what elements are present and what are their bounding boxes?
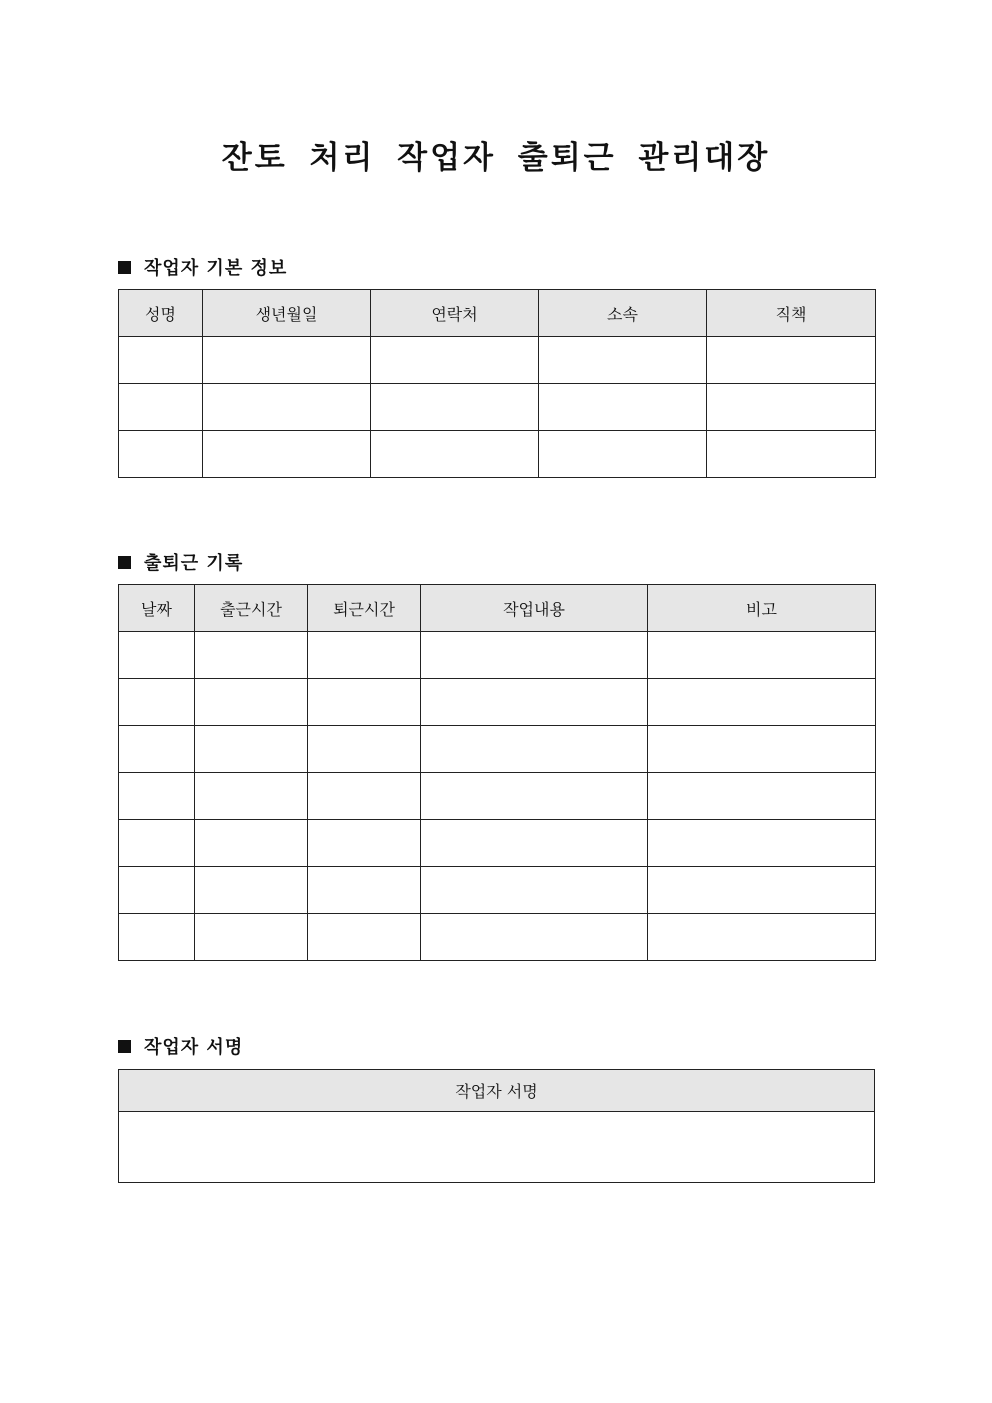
- table-cell[interactable]: [421, 679, 648, 726]
- table-cell[interactable]: [421, 914, 648, 961]
- table-row: [119, 632, 876, 679]
- column-header-clock-in: 출근시간: [195, 585, 308, 632]
- table-cell[interactable]: [119, 820, 195, 867]
- attendance-table: [118, 584, 876, 961]
- square-bullet-icon: [118, 261, 131, 274]
- table-cell[interactable]: [648, 679, 876, 726]
- table-cell[interactable]: [308, 679, 421, 726]
- table-cell[interactable]: [648, 867, 876, 914]
- table-cell[interactable]: [421, 773, 648, 820]
- table-cell[interactable]: [119, 726, 195, 773]
- table-cell[interactable]: [119, 431, 203, 478]
- table-row: [119, 337, 876, 384]
- table-row: [119, 1112, 875, 1183]
- table-row: [119, 431, 876, 478]
- page-title: 잔토 처리 작업자 출퇴근 관리대장: [221, 140, 771, 176]
- column-header-contact: 연락처: [371, 290, 539, 337]
- table-row: [119, 820, 876, 867]
- table-cell[interactable]: [421, 867, 648, 914]
- table-cell[interactable]: [707, 337, 876, 384]
- section-heading-label: 작업자 서명: [144, 1037, 244, 1058]
- column-header-birthdate: 생년월일: [203, 290, 371, 337]
- column-header-date: 날짜: [119, 585, 195, 632]
- table-cell[interactable]: [203, 431, 371, 478]
- table-cell[interactable]: [648, 632, 876, 679]
- column-header-signature: 작업자 서명: [119, 1070, 875, 1112]
- table-row: [119, 914, 876, 961]
- table-cell[interactable]: [119, 679, 195, 726]
- table-cell[interactable]: [308, 914, 421, 961]
- table-cell[interactable]: [203, 384, 371, 431]
- table-cell[interactable]: [308, 820, 421, 867]
- worker-info-table: [118, 289, 876, 478]
- column-header-affiliation: 소속: [539, 290, 707, 337]
- table-cell[interactable]: [119, 914, 195, 961]
- table-cell[interactable]: [421, 632, 648, 679]
- table-cell[interactable]: [648, 726, 876, 773]
- table-cell[interactable]: [648, 820, 876, 867]
- table-cell[interactable]: [371, 337, 539, 384]
- table-cell[interactable]: [707, 431, 876, 478]
- table-cell[interactable]: [119, 773, 195, 820]
- table-row: [119, 726, 876, 773]
- signature-table: [118, 1069, 875, 1183]
- table-cell[interactable]: [195, 773, 308, 820]
- table-cell[interactable]: [195, 867, 308, 914]
- column-header-position: 직책: [707, 290, 876, 337]
- table-cell[interactable]: [195, 820, 308, 867]
- table-row: [119, 773, 876, 820]
- table-cell[interactable]: [203, 337, 371, 384]
- table-cell[interactable]: [371, 384, 539, 431]
- table-cell[interactable]: [648, 914, 876, 961]
- table-cell[interactable]: [648, 773, 876, 820]
- table-cell[interactable]: [371, 431, 539, 478]
- table-cell[interactable]: [195, 679, 308, 726]
- table-cell[interactable]: [421, 726, 648, 773]
- table-cell[interactable]: [308, 726, 421, 773]
- table-cell[interactable]: [539, 384, 707, 431]
- square-bullet-icon: [118, 1040, 131, 1053]
- square-bullet-icon: [118, 556, 131, 569]
- table-cell[interactable]: [195, 726, 308, 773]
- column-header-clock-out: 퇴근시간: [308, 585, 421, 632]
- section-heading-attendance: [118, 549, 243, 575]
- column-header-name: 성명: [119, 290, 203, 337]
- table-header-row: [119, 290, 876, 337]
- signature-field[interactable]: [119, 1112, 875, 1183]
- table-cell[interactable]: [195, 914, 308, 961]
- section-heading-signature: [118, 1033, 243, 1059]
- table-header-row: [119, 1070, 875, 1112]
- table-cell[interactable]: [308, 773, 421, 820]
- table-cell[interactable]: [707, 384, 876, 431]
- section-heading-label: 출퇴근 기록: [144, 553, 244, 574]
- column-header-remarks: 비고: [648, 585, 876, 632]
- table-cell[interactable]: [308, 632, 421, 679]
- table-cell[interactable]: [195, 632, 308, 679]
- section-heading-info: [118, 254, 287, 280]
- table-row: [119, 867, 876, 914]
- table-cell[interactable]: [421, 820, 648, 867]
- section-heading-label: 작업자 기본 정보: [144, 258, 288, 279]
- table-cell[interactable]: [308, 867, 421, 914]
- column-header-work-content: 작업내용: [421, 585, 648, 632]
- table-cell[interactable]: [119, 632, 195, 679]
- table-row: [119, 679, 876, 726]
- table-cell[interactable]: [539, 337, 707, 384]
- table-cell[interactable]: [119, 384, 203, 431]
- table-cell[interactable]: [119, 867, 195, 914]
- table-header-row: [119, 585, 876, 632]
- table-row: [119, 384, 876, 431]
- table-cell[interactable]: [539, 431, 707, 478]
- table-cell[interactable]: [119, 337, 203, 384]
